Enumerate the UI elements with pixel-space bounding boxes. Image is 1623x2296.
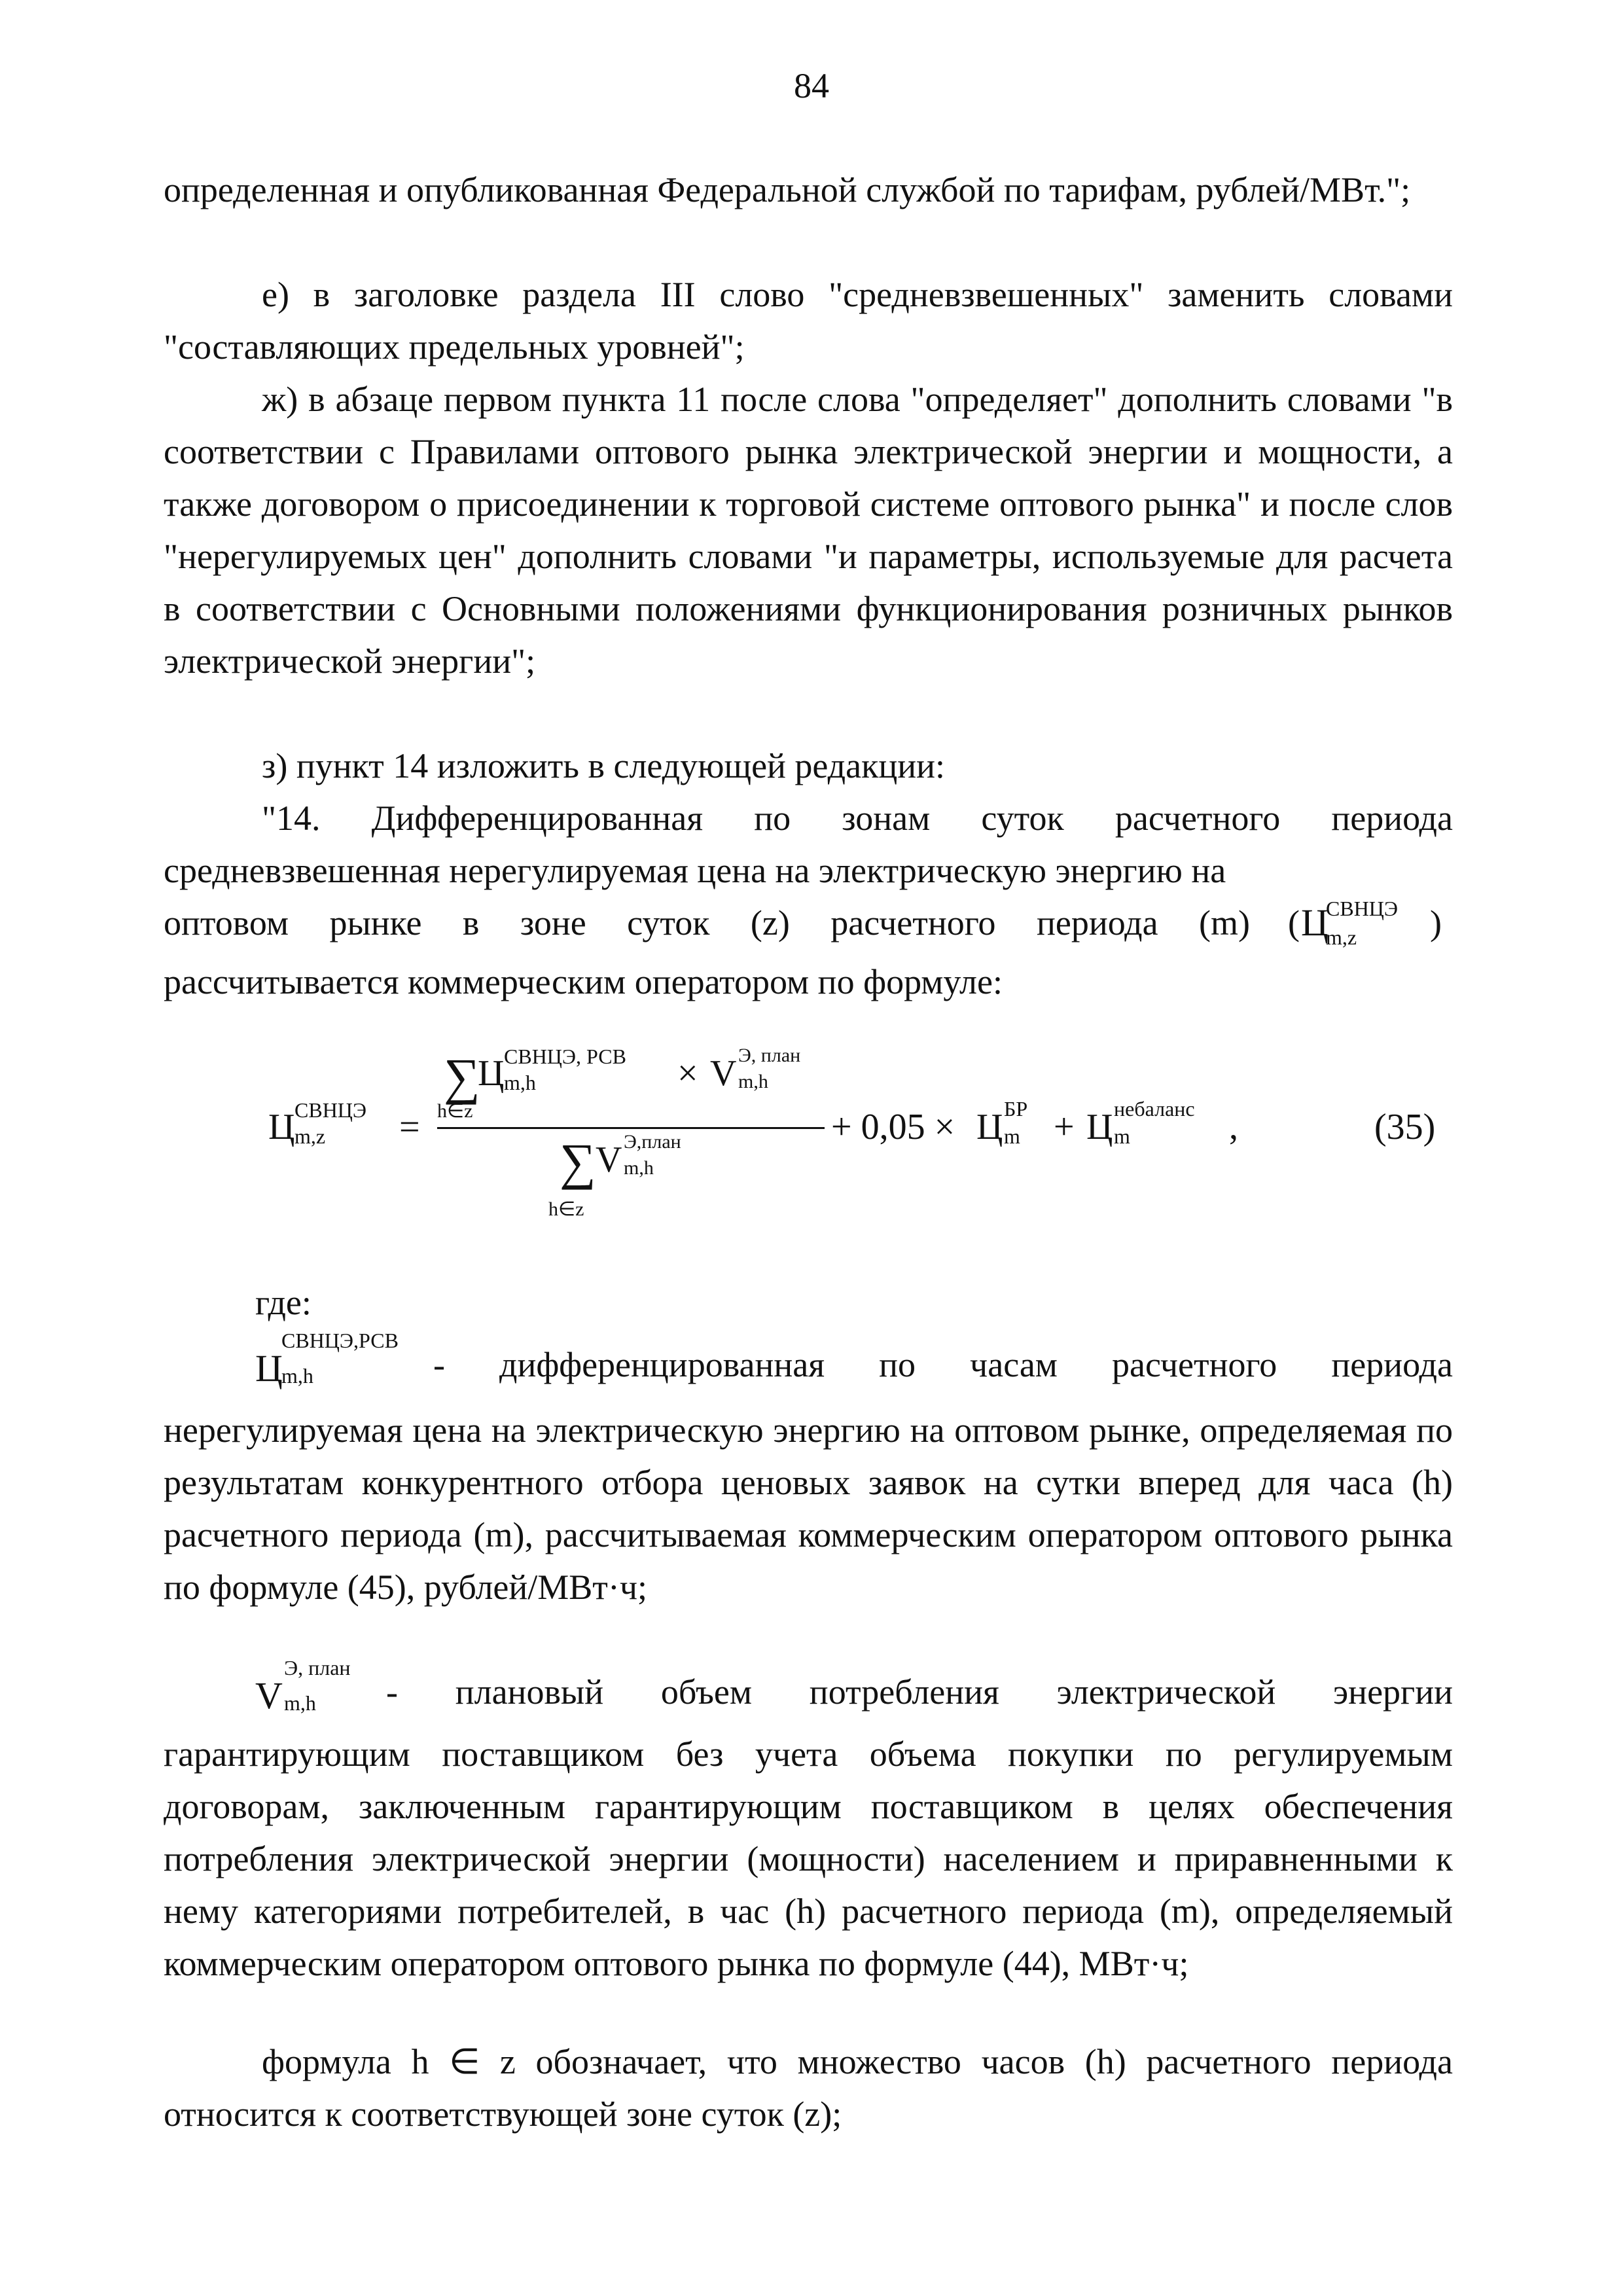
numerator-price: Ц	[478, 1053, 505, 1094]
def1-symbol-sup: СВНЦЭ,РСВ	[281, 1329, 399, 1352]
paragraph-1: определенная и опубликованная Федеральной службой по тарифам, рублей/МВт.";	[164, 170, 1411, 209]
paragraph-14: "14. Дифференцированная по зонам суток расчетного периода средневзвешенная нерегулируемая цена на электрическую энергию на	[164, 798, 1453, 890]
numerator-price-sup: СВНЦЭ, РСВ	[504, 1045, 626, 1068]
numerator-volume-sup: Э, план	[738, 1045, 801, 1066]
numerator-volume-sub: m,h	[738, 1071, 768, 1092]
def2-symbol: V	[255, 1674, 283, 1717]
denominator-sum-index: h∈z	[548, 1198, 584, 1220]
imbalance-price: Ц	[1086, 1107, 1113, 1147]
paragraph-14-line3-text: оптовом рынке в зоне суток (z) расчетного периода (m)	[164, 903, 1250, 942]
times-sign: ×	[677, 1053, 698, 1094]
formula-comma: ,	[1229, 1107, 1238, 1147]
br-price-sub: m	[1004, 1124, 1020, 1148]
paragraph-e: е) в заголовке раздела III слово "средневзвешенных" заменить словами "составляющих предельных уровней";	[164, 275, 1453, 367]
where-label: где:	[255, 1283, 312, 1322]
price-superscript: СВНЦЭ	[1326, 897, 1399, 920]
coefficient: + 0,05 ×	[831, 1107, 955, 1147]
def2-symbol-sub: m,h	[284, 1691, 316, 1715]
denominator-volume-sub: m,h	[624, 1157, 654, 1179]
formula-35	[0, 1034, 1623, 1244]
br-price-sup: БР	[1004, 1097, 1028, 1121]
close-paren: )	[1430, 903, 1442, 942]
def1-tail: - дифференцированная по часам расчетного периода	[433, 1345, 1453, 1384]
lhs-subscript: m,z	[294, 1124, 326, 1148]
numerator-volume: V	[710, 1053, 737, 1094]
numerator-price-sub: m,h	[504, 1071, 536, 1094]
denominator-volume: V	[596, 1139, 622, 1180]
numerator-sum-index: h∈z	[437, 1100, 473, 1122]
denominator-sum: ∑	[560, 1133, 596, 1190]
paragraph-14-line3	[164, 897, 1453, 949]
open-paren: (	[1288, 903, 1300, 942]
equals-sign: =	[399, 1107, 420, 1147]
plus-sign: +	[1054, 1107, 1075, 1147]
definition-2-head	[255, 1656, 1453, 1721]
numerator-sum: ∑	[444, 1048, 480, 1105]
formula-number: (35)	[1374, 1107, 1436, 1147]
paragraph-zh: ж) в абзаце первом пункта 11 после слова "определяет" дополнить словами "в соответствии с Правилами оптового рынка электрической энергии и мощности, а также договором о присоединении к торговой системе оптового рынка" и после слов "нерегулируемых цен" дополнить словами "и параметры, используемые для расчета в соответствии с Основными положениями функционирования розничных рынков электрической энергии";	[164, 380, 1453, 681]
denominator-volume-sup: Э,план	[624, 1131, 681, 1153]
br-price: Ц	[976, 1107, 1003, 1147]
price-subscript: m,z	[1326, 925, 1357, 949]
paragraph-formula-h-in-z: формула h ∈ z обозначает, что множество часов (h) расчетного периода относится к соответствующей зоне суток (z);	[164, 2042, 1453, 2134]
def1-symbol-sub: m,h	[281, 1364, 313, 1388]
definition-2-text: гарантирующим поставщиком без учета объема покупки по регулируемым договорам, заключенным гарантирующим поставщиком в целях обеспечения потребления электрической энергии (мощности) населением и приравненными к нему категориями потребителей, в час (h) расчетного периода (m), определяемый коммерческим оператором оптового рынка по формуле (44), МВт·ч;	[164, 1734, 1453, 1983]
lhs-symbol: Ц	[268, 1107, 295, 1147]
imbalance-price-sub: m	[1114, 1124, 1130, 1148]
fraction-bar	[437, 1127, 825, 1129]
lhs-superscript: СВНЦЭ	[294, 1098, 367, 1122]
definition-1-text: нерегулируемая цена на электрическую энергию на оптовом рынке, определяемая по результатам конкурентного отбора ценовых заявок на сутки вперед для часа (h) расчетного периода (m), рассчитываемая коммерческим оператором оптового рынка по формуле (45), рублей/МВт·ч;	[164, 1410, 1453, 1607]
page-number: 84	[794, 66, 829, 105]
definition-1-head	[255, 1329, 1453, 1394]
paragraph-z: з) пункт 14 изложить в следующей редакции:	[262, 746, 946, 785]
price-symbol: Ц	[1301, 901, 1329, 944]
def2-tail: - плановый объем потребления электрической энергии	[386, 1672, 1453, 1712]
def1-symbol: Ц	[255, 1347, 283, 1390]
imbalance-price-sup: небаланс	[1114, 1097, 1195, 1121]
paragraph-14-line4: рассчитывается коммерческим оператором по формуле:	[164, 962, 1003, 1001]
def2-symbol-sup: Э, план	[284, 1656, 351, 1679]
